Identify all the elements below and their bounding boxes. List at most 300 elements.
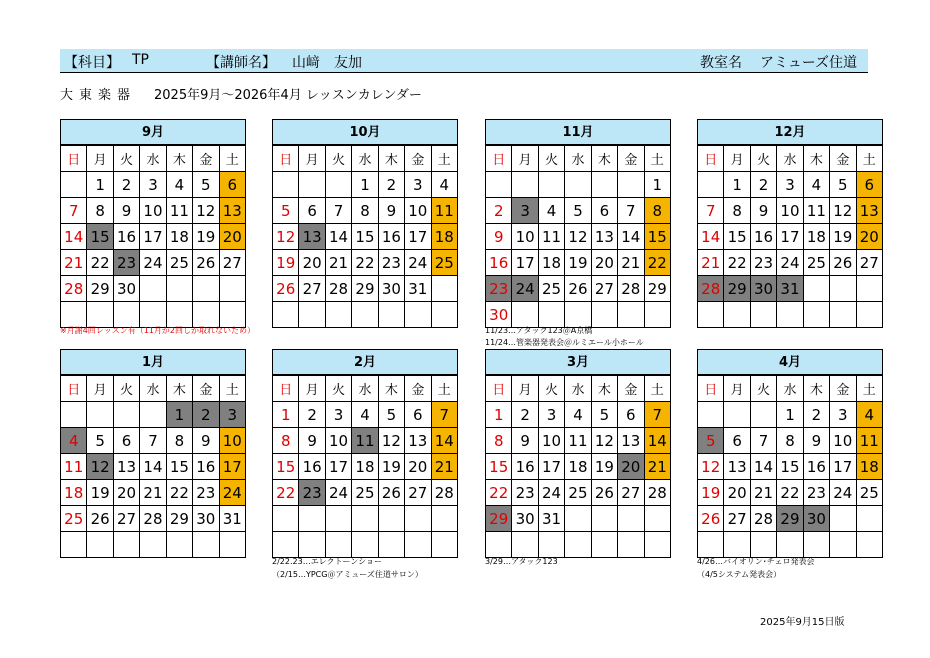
empty-cell xyxy=(724,532,750,558)
day-cell: 2 xyxy=(113,172,139,198)
weekday-header: 水 xyxy=(352,376,378,402)
day-cell: 29 xyxy=(352,276,378,302)
empty-cell xyxy=(591,506,617,532)
day-cell: 30 xyxy=(378,276,404,302)
weekday-header: 月 xyxy=(87,146,113,172)
empty-cell xyxy=(830,276,856,302)
weekday-header: 日 xyxy=(698,376,724,402)
weekday-header: 土 xyxy=(644,146,670,172)
month-title: 11月 xyxy=(485,119,671,145)
weekday-header: 土 xyxy=(431,376,457,402)
day-cell: 13 xyxy=(724,454,750,480)
day-cell: 2 xyxy=(486,198,512,224)
empty-cell xyxy=(724,402,750,428)
day-cell: 1 xyxy=(352,172,378,198)
day-cell: 3 xyxy=(140,172,166,198)
weekday-header: 火 xyxy=(113,376,139,402)
month-calendar xyxy=(60,349,246,558)
empty-cell xyxy=(724,302,750,328)
day-cell: 27 xyxy=(299,276,325,302)
day-cell: 12 xyxy=(273,224,299,250)
day-cell: 20 xyxy=(405,454,431,480)
day-cell: 10 xyxy=(325,428,351,454)
empty-cell xyxy=(325,506,351,532)
day-cell: 9 xyxy=(512,428,538,454)
day-cell: 19 xyxy=(273,250,299,276)
day-cell: 24 xyxy=(219,480,245,506)
weekday-header: 木 xyxy=(378,376,404,402)
empty-cell xyxy=(166,302,192,328)
day-cell: 15 xyxy=(644,224,670,250)
month-grid xyxy=(272,145,458,328)
day-cell: 24 xyxy=(140,250,166,276)
day-cell: 21 xyxy=(618,250,644,276)
weekday-header: 火 xyxy=(325,376,351,402)
feb-note-1: 2/22.23…エレクトーンショー xyxy=(272,557,383,566)
empty-cell xyxy=(538,172,564,198)
empty-cell xyxy=(750,402,776,428)
day-cell: 19 xyxy=(698,480,724,506)
day-cell: 31 xyxy=(405,276,431,302)
day-cell: 26 xyxy=(273,276,299,302)
day-cell: 20 xyxy=(591,250,617,276)
day-cell: 6 xyxy=(113,428,139,454)
day-cell: 23 xyxy=(512,480,538,506)
day-cell: 17 xyxy=(538,454,564,480)
weekday-header: 火 xyxy=(750,376,776,402)
day-cell: 21 xyxy=(698,250,724,276)
day-cell: 26 xyxy=(378,480,404,506)
empty-cell xyxy=(273,172,299,198)
month-calendar xyxy=(697,119,883,328)
day-cell: 28 xyxy=(431,480,457,506)
day-cell: 18 xyxy=(431,224,457,250)
empty-cell xyxy=(618,506,644,532)
day-cell: 12 xyxy=(87,454,113,480)
weekday-header: 水 xyxy=(140,146,166,172)
day-cell: 7 xyxy=(140,428,166,454)
empty-cell xyxy=(299,506,325,532)
empty-cell xyxy=(273,506,299,532)
month-grid xyxy=(60,145,246,328)
day-cell: 15 xyxy=(777,454,803,480)
empty-cell xyxy=(378,302,404,328)
empty-cell xyxy=(193,532,219,558)
day-cell: 31 xyxy=(219,506,245,532)
empty-cell xyxy=(538,302,564,328)
day-cell: 4 xyxy=(565,402,591,428)
empty-cell xyxy=(378,532,404,558)
day-cell: 9 xyxy=(378,198,404,224)
weekday-header: 金 xyxy=(405,146,431,172)
day-cell: 22 xyxy=(87,250,113,276)
day-cell: 3 xyxy=(777,172,803,198)
day-cell: 14 xyxy=(431,428,457,454)
weekday-header: 火 xyxy=(538,376,564,402)
month-grid xyxy=(485,145,671,328)
day-cell: 8 xyxy=(166,428,192,454)
teacher-value: 山﨑 友加 xyxy=(292,55,362,71)
day-cell: 12 xyxy=(591,428,617,454)
day-cell: 19 xyxy=(591,454,617,480)
day-cell: 25 xyxy=(431,250,457,276)
empty-cell xyxy=(219,276,245,302)
weekday-header: 土 xyxy=(219,376,245,402)
weekday-header: 月 xyxy=(299,146,325,172)
day-cell: 10 xyxy=(405,198,431,224)
day-cell: 18 xyxy=(538,250,564,276)
month-title: 12月 xyxy=(697,119,883,145)
day-cell: 27 xyxy=(856,250,882,276)
day-cell: 13 xyxy=(299,224,325,250)
day-cell: 22 xyxy=(777,480,803,506)
day-cell: 10 xyxy=(538,428,564,454)
month-calendar xyxy=(697,349,883,558)
day-cell: 2 xyxy=(803,402,829,428)
empty-cell xyxy=(405,302,431,328)
day-cell: 5 xyxy=(87,428,113,454)
day-cell: 19 xyxy=(830,224,856,250)
empty-cell xyxy=(856,276,882,302)
day-cell: 30 xyxy=(803,506,829,532)
empty-cell xyxy=(486,532,512,558)
weekday-header: 日 xyxy=(273,376,299,402)
day-cell: 17 xyxy=(830,454,856,480)
empty-cell xyxy=(591,532,617,558)
empty-cell xyxy=(512,302,538,328)
day-cell: 11 xyxy=(166,198,192,224)
day-cell: 23 xyxy=(378,250,404,276)
empty-cell xyxy=(431,302,457,328)
day-cell: 17 xyxy=(325,454,351,480)
day-cell: 5 xyxy=(698,428,724,454)
day-cell: 15 xyxy=(486,454,512,480)
day-cell: 13 xyxy=(618,428,644,454)
day-cell: 18 xyxy=(565,454,591,480)
empty-cell xyxy=(193,302,219,328)
day-cell: 2 xyxy=(512,402,538,428)
day-cell: 19 xyxy=(378,454,404,480)
day-cell: 8 xyxy=(352,198,378,224)
subtitle xyxy=(60,84,422,103)
month-title: 4月 xyxy=(697,349,883,375)
weekday-header: 月 xyxy=(512,146,538,172)
empty-cell xyxy=(405,532,431,558)
day-cell: 9 xyxy=(193,428,219,454)
day-cell: 1 xyxy=(87,172,113,198)
day-cell: 20 xyxy=(219,224,245,250)
day-cell: 26 xyxy=(591,480,617,506)
day-cell: 1 xyxy=(166,402,192,428)
weekday-header: 木 xyxy=(166,146,192,172)
day-cell: 24 xyxy=(405,250,431,276)
day-cell: 21 xyxy=(140,480,166,506)
day-cell: 30 xyxy=(750,276,776,302)
day-cell: 26 xyxy=(698,506,724,532)
day-cell: 7 xyxy=(644,402,670,428)
month-grid xyxy=(697,375,883,558)
day-cell: 7 xyxy=(750,428,776,454)
teacher-label: 【講師名】 xyxy=(206,55,276,71)
day-cell: 14 xyxy=(140,454,166,480)
day-cell: 3 xyxy=(219,402,245,428)
month-grid xyxy=(272,375,458,558)
empty-cell xyxy=(87,302,113,328)
empty-cell xyxy=(219,302,245,328)
day-cell: 25 xyxy=(166,250,192,276)
day-cell: 2 xyxy=(378,172,404,198)
day-cell: 10 xyxy=(777,198,803,224)
day-cell: 8 xyxy=(777,428,803,454)
subject-label: 【科目】 xyxy=(64,55,120,71)
empty-cell xyxy=(431,506,457,532)
month-title: 9月 xyxy=(60,119,246,145)
month-title: 1月 xyxy=(60,349,246,375)
day-cell: 11 xyxy=(565,428,591,454)
day-cell: 6 xyxy=(856,172,882,198)
day-cell: 29 xyxy=(166,506,192,532)
day-cell: 12 xyxy=(830,198,856,224)
empty-cell xyxy=(113,402,139,428)
day-cell: 1 xyxy=(644,172,670,198)
weekday-header: 金 xyxy=(193,376,219,402)
empty-cell xyxy=(830,532,856,558)
day-cell: 16 xyxy=(378,224,404,250)
day-cell: 7 xyxy=(325,198,351,224)
weekday-header: 木 xyxy=(591,146,617,172)
day-cell: 6 xyxy=(219,172,245,198)
day-cell: 29 xyxy=(486,506,512,532)
day-cell: 24 xyxy=(830,480,856,506)
apr-note-1: 4/26…バイオリン･チェロ発表会 xyxy=(697,557,815,566)
weekday-header: 木 xyxy=(803,376,829,402)
day-cell: 3 xyxy=(830,402,856,428)
weekday-header: 日 xyxy=(486,376,512,402)
day-cell: 27 xyxy=(219,250,245,276)
day-cell: 15 xyxy=(166,454,192,480)
calendar-title: 2025年9月～2026年4月 レッスンカレンダー xyxy=(154,88,422,103)
day-cell: 31 xyxy=(777,276,803,302)
day-cell: 1 xyxy=(724,172,750,198)
day-cell: 15 xyxy=(273,454,299,480)
day-cell: 25 xyxy=(352,480,378,506)
empty-cell xyxy=(698,172,724,198)
weekday-header: 木 xyxy=(166,376,192,402)
day-cell: 5 xyxy=(830,172,856,198)
day-cell: 6 xyxy=(724,428,750,454)
empty-cell xyxy=(166,532,192,558)
day-cell: 25 xyxy=(61,506,87,532)
weekday-header: 火 xyxy=(325,146,351,172)
day-cell: 16 xyxy=(193,454,219,480)
day-cell: 26 xyxy=(830,250,856,276)
day-cell: 23 xyxy=(299,480,325,506)
weekday-header: 日 xyxy=(61,146,87,172)
day-cell: 18 xyxy=(166,224,192,250)
header-bar xyxy=(60,49,868,73)
empty-cell xyxy=(803,532,829,558)
day-cell: 7 xyxy=(698,198,724,224)
weekday-header: 金 xyxy=(618,146,644,172)
day-cell: 3 xyxy=(405,172,431,198)
day-cell: 16 xyxy=(512,454,538,480)
weekday-header: 月 xyxy=(724,376,750,402)
weekday-header: 日 xyxy=(486,146,512,172)
empty-cell xyxy=(352,302,378,328)
day-cell: 14 xyxy=(618,224,644,250)
day-cell: 29 xyxy=(87,276,113,302)
empty-cell xyxy=(61,302,87,328)
empty-cell xyxy=(777,532,803,558)
day-cell: 15 xyxy=(87,224,113,250)
day-cell: 13 xyxy=(856,198,882,224)
day-cell: 17 xyxy=(512,250,538,276)
day-cell: 13 xyxy=(591,224,617,250)
weekday-header: 水 xyxy=(565,146,591,172)
day-cell: 26 xyxy=(193,250,219,276)
day-cell: 30 xyxy=(512,506,538,532)
weekday-header: 日 xyxy=(61,376,87,402)
empty-cell xyxy=(273,532,299,558)
day-cell: 14 xyxy=(61,224,87,250)
day-cell: 16 xyxy=(486,250,512,276)
empty-cell xyxy=(140,532,166,558)
empty-cell xyxy=(803,302,829,328)
day-cell: 5 xyxy=(565,198,591,224)
month-calendar xyxy=(485,349,671,558)
day-cell: 8 xyxy=(87,198,113,224)
empty-cell xyxy=(352,506,378,532)
empty-cell xyxy=(618,532,644,558)
day-cell: 15 xyxy=(352,224,378,250)
day-cell: 28 xyxy=(750,506,776,532)
weekday-header: 月 xyxy=(512,376,538,402)
month-calendar xyxy=(272,119,458,328)
day-cell: 8 xyxy=(644,198,670,224)
day-cell: 27 xyxy=(113,506,139,532)
day-cell: 8 xyxy=(273,428,299,454)
empty-cell xyxy=(591,172,617,198)
day-cell: 14 xyxy=(325,224,351,250)
day-cell: 9 xyxy=(113,198,139,224)
weekday-header: 水 xyxy=(140,376,166,402)
day-cell: 8 xyxy=(486,428,512,454)
feb-note-2: （2/15…YPCG＠アミューズ住道サロン） xyxy=(272,570,423,579)
day-cell: 12 xyxy=(193,198,219,224)
day-cell: 28 xyxy=(618,276,644,302)
weekday-header: 水 xyxy=(777,146,803,172)
day-cell: 21 xyxy=(431,454,457,480)
empty-cell xyxy=(87,402,113,428)
empty-cell xyxy=(565,302,591,328)
empty-cell xyxy=(299,172,325,198)
day-cell: 28 xyxy=(325,276,351,302)
day-cell: 22 xyxy=(273,480,299,506)
day-cell: 23 xyxy=(803,480,829,506)
month-title: 10月 xyxy=(272,119,458,145)
day-cell: 11 xyxy=(431,198,457,224)
day-cell: 26 xyxy=(565,276,591,302)
day-cell: 14 xyxy=(698,224,724,250)
empty-cell xyxy=(830,302,856,328)
day-cell: 28 xyxy=(644,480,670,506)
day-cell: 17 xyxy=(777,224,803,250)
day-cell: 11 xyxy=(538,224,564,250)
weekday-header: 月 xyxy=(299,376,325,402)
empty-cell xyxy=(618,302,644,328)
day-cell: 12 xyxy=(378,428,404,454)
day-cell: 22 xyxy=(352,250,378,276)
weekday-header: 木 xyxy=(378,146,404,172)
day-cell: 31 xyxy=(538,506,564,532)
day-cell: 13 xyxy=(405,428,431,454)
day-cell: 24 xyxy=(512,276,538,302)
day-cell: 5 xyxy=(591,402,617,428)
empty-cell xyxy=(644,532,670,558)
day-cell: 29 xyxy=(777,506,803,532)
day-cell: 10 xyxy=(219,428,245,454)
day-cell: 30 xyxy=(193,506,219,532)
empty-cell xyxy=(61,172,87,198)
day-cell: 11 xyxy=(352,428,378,454)
empty-cell xyxy=(856,302,882,328)
day-cell: 20 xyxy=(856,224,882,250)
empty-cell xyxy=(273,302,299,328)
day-cell: 3 xyxy=(512,198,538,224)
day-cell: 5 xyxy=(193,172,219,198)
day-cell: 4 xyxy=(61,428,87,454)
empty-cell xyxy=(486,172,512,198)
weekday-header: 月 xyxy=(724,146,750,172)
day-cell: 18 xyxy=(803,224,829,250)
empty-cell xyxy=(325,302,351,328)
empty-cell xyxy=(431,532,457,558)
day-cell: 16 xyxy=(803,454,829,480)
day-cell: 25 xyxy=(803,250,829,276)
empty-cell xyxy=(698,302,724,328)
empty-cell xyxy=(378,506,404,532)
day-cell: 29 xyxy=(724,276,750,302)
weekday-header: 木 xyxy=(803,146,829,172)
day-cell: 9 xyxy=(803,428,829,454)
classroom-value: アミューズ住道 xyxy=(760,55,858,71)
day-cell: 24 xyxy=(777,250,803,276)
empty-cell xyxy=(193,276,219,302)
weekday-header: 金 xyxy=(405,376,431,402)
day-cell: 1 xyxy=(273,402,299,428)
day-cell: 14 xyxy=(644,428,670,454)
month-grid xyxy=(485,375,671,558)
day-cell: 4 xyxy=(166,172,192,198)
empty-cell xyxy=(166,276,192,302)
day-cell: 25 xyxy=(856,480,882,506)
day-cell: 4 xyxy=(856,402,882,428)
weekday-header: 水 xyxy=(565,376,591,402)
day-cell: 21 xyxy=(61,250,87,276)
day-cell: 28 xyxy=(61,276,87,302)
empty-cell xyxy=(803,276,829,302)
month-grid xyxy=(60,375,246,558)
day-cell: 30 xyxy=(486,302,512,328)
empty-cell xyxy=(299,302,325,328)
day-cell: 9 xyxy=(486,224,512,250)
nov-note-2: 11/24…管楽器発表会＠ルミエール小ホール xyxy=(485,338,644,347)
weekday-header: 土 xyxy=(219,146,245,172)
empty-cell xyxy=(140,276,166,302)
day-cell: 28 xyxy=(140,506,166,532)
day-cell: 17 xyxy=(140,224,166,250)
empty-cell xyxy=(431,276,457,302)
